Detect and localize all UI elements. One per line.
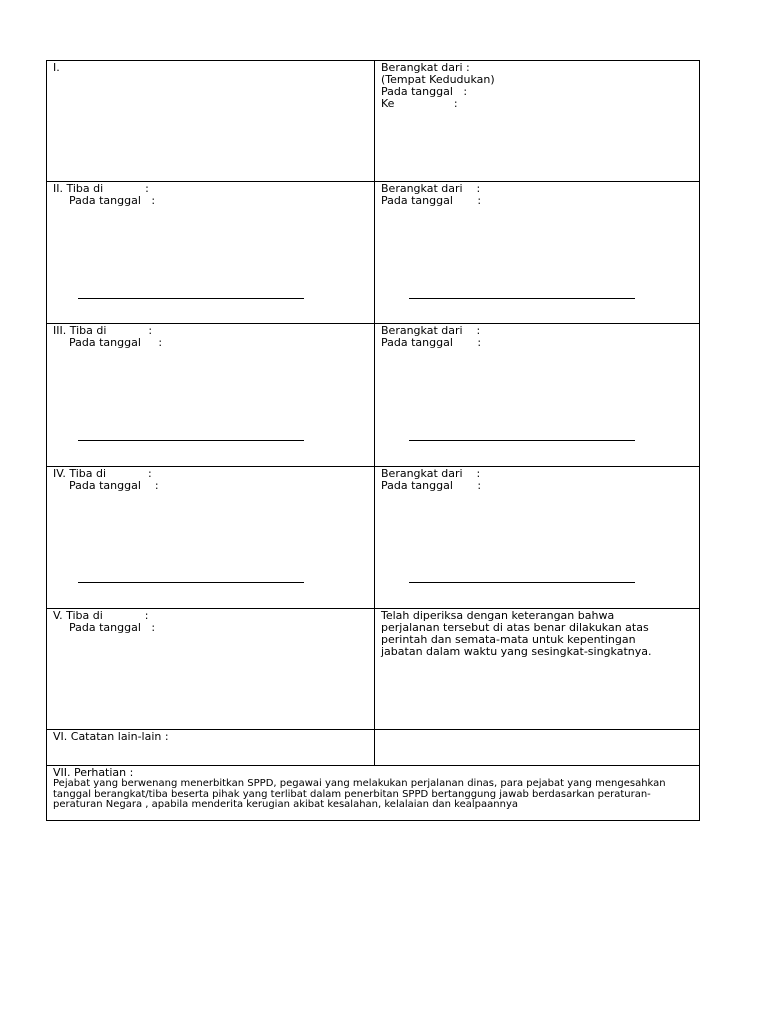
arrive-date-label: Pada tanggal : (69, 336, 163, 349)
section-6-left (47, 730, 375, 765)
signature-line (78, 298, 304, 299)
depart-from-label: Berangkat dari : (381, 467, 481, 480)
other-notes-field[interactable] (375, 730, 699, 765)
arrive-at-label: II. Tiba di : (53, 182, 149, 195)
section-4-row (47, 467, 699, 609)
section-6-row (47, 730, 699, 766)
depart-from-label: Berangkat dari : (381, 61, 470, 74)
section-2-row (47, 182, 699, 324)
depart-from-label: Berangkat dari : (381, 324, 481, 337)
signature-line (409, 440, 635, 441)
depart-from-label: Berangkat dari : (381, 182, 481, 195)
section-7-cell (47, 766, 699, 820)
home-base-label: (Tempat Kedudukan) (381, 73, 495, 86)
signature-line (78, 582, 304, 583)
section-3-left (47, 324, 375, 466)
attention-body: Pejabat yang berwenang menerbitkan SPPD, pegawai yang melakukan perjalanan dinas, para pejabat yang mengesahkan tanggal berangkat/tiba beserta pihak yang terlibat dalam penerbitan SPPD bertanggung jawab berdasarkan peraturan-peraturan Negara , apabila menderita kerugian akibat kesalahan, kelalaian dan kealpaannya (53, 778, 666, 810)
verification-text: perjalanan tersebut di atas benar dilakukan atas (381, 621, 649, 634)
signature-line (78, 440, 304, 441)
section-1-left (47, 61, 375, 181)
other-notes-label: VI. Catatan lain-lain : (53, 730, 169, 743)
signature-line (409, 582, 635, 583)
section-5-row (47, 609, 699, 730)
destination-label: Ke : (381, 97, 458, 110)
verification-text: perintah dan semata-mata untuk kepentingan (381, 633, 636, 646)
section-3-right (375, 324, 699, 466)
arrive-at-label: IV. Tiba di : (53, 467, 152, 480)
section-1-label: I. (53, 61, 60, 74)
depart-date-label: Pada tanggal : (381, 479, 482, 492)
section-1-row (47, 61, 699, 182)
arrive-at-label: III. Tiba di : (53, 324, 153, 337)
section-4-right (375, 467, 699, 608)
verification-text: jabatan dalam waktu yang sesingkat-singkatnya. (381, 645, 652, 658)
section-7-row (47, 766, 699, 820)
section-1-right (375, 61, 699, 181)
verification-text: Telah diperiksa dengan keterangan bahwa (381, 609, 615, 622)
section-4-left (47, 467, 375, 608)
arrive-date-label: Pada tanggal : (69, 479, 159, 492)
arrive-date-label: Pada tanggal : (69, 194, 156, 207)
attention-title: VII. Perhatian : (53, 766, 134, 779)
section-2-left (47, 182, 375, 323)
signature-line (409, 298, 635, 299)
section-5-right (375, 609, 699, 729)
date-label: Pada tanggal : (381, 85, 468, 98)
section-5-left (47, 609, 375, 729)
arrive-date-label: Pada tanggal : (69, 621, 156, 634)
depart-date-label: Pada tanggal : (381, 194, 482, 207)
arrive-at-label: V. Tiba di : (53, 609, 149, 622)
section-2-right (375, 182, 699, 323)
section-3-row (47, 324, 699, 467)
sppd-back-form (46, 60, 700, 821)
depart-date-label: Pada tanggal : (381, 336, 482, 349)
